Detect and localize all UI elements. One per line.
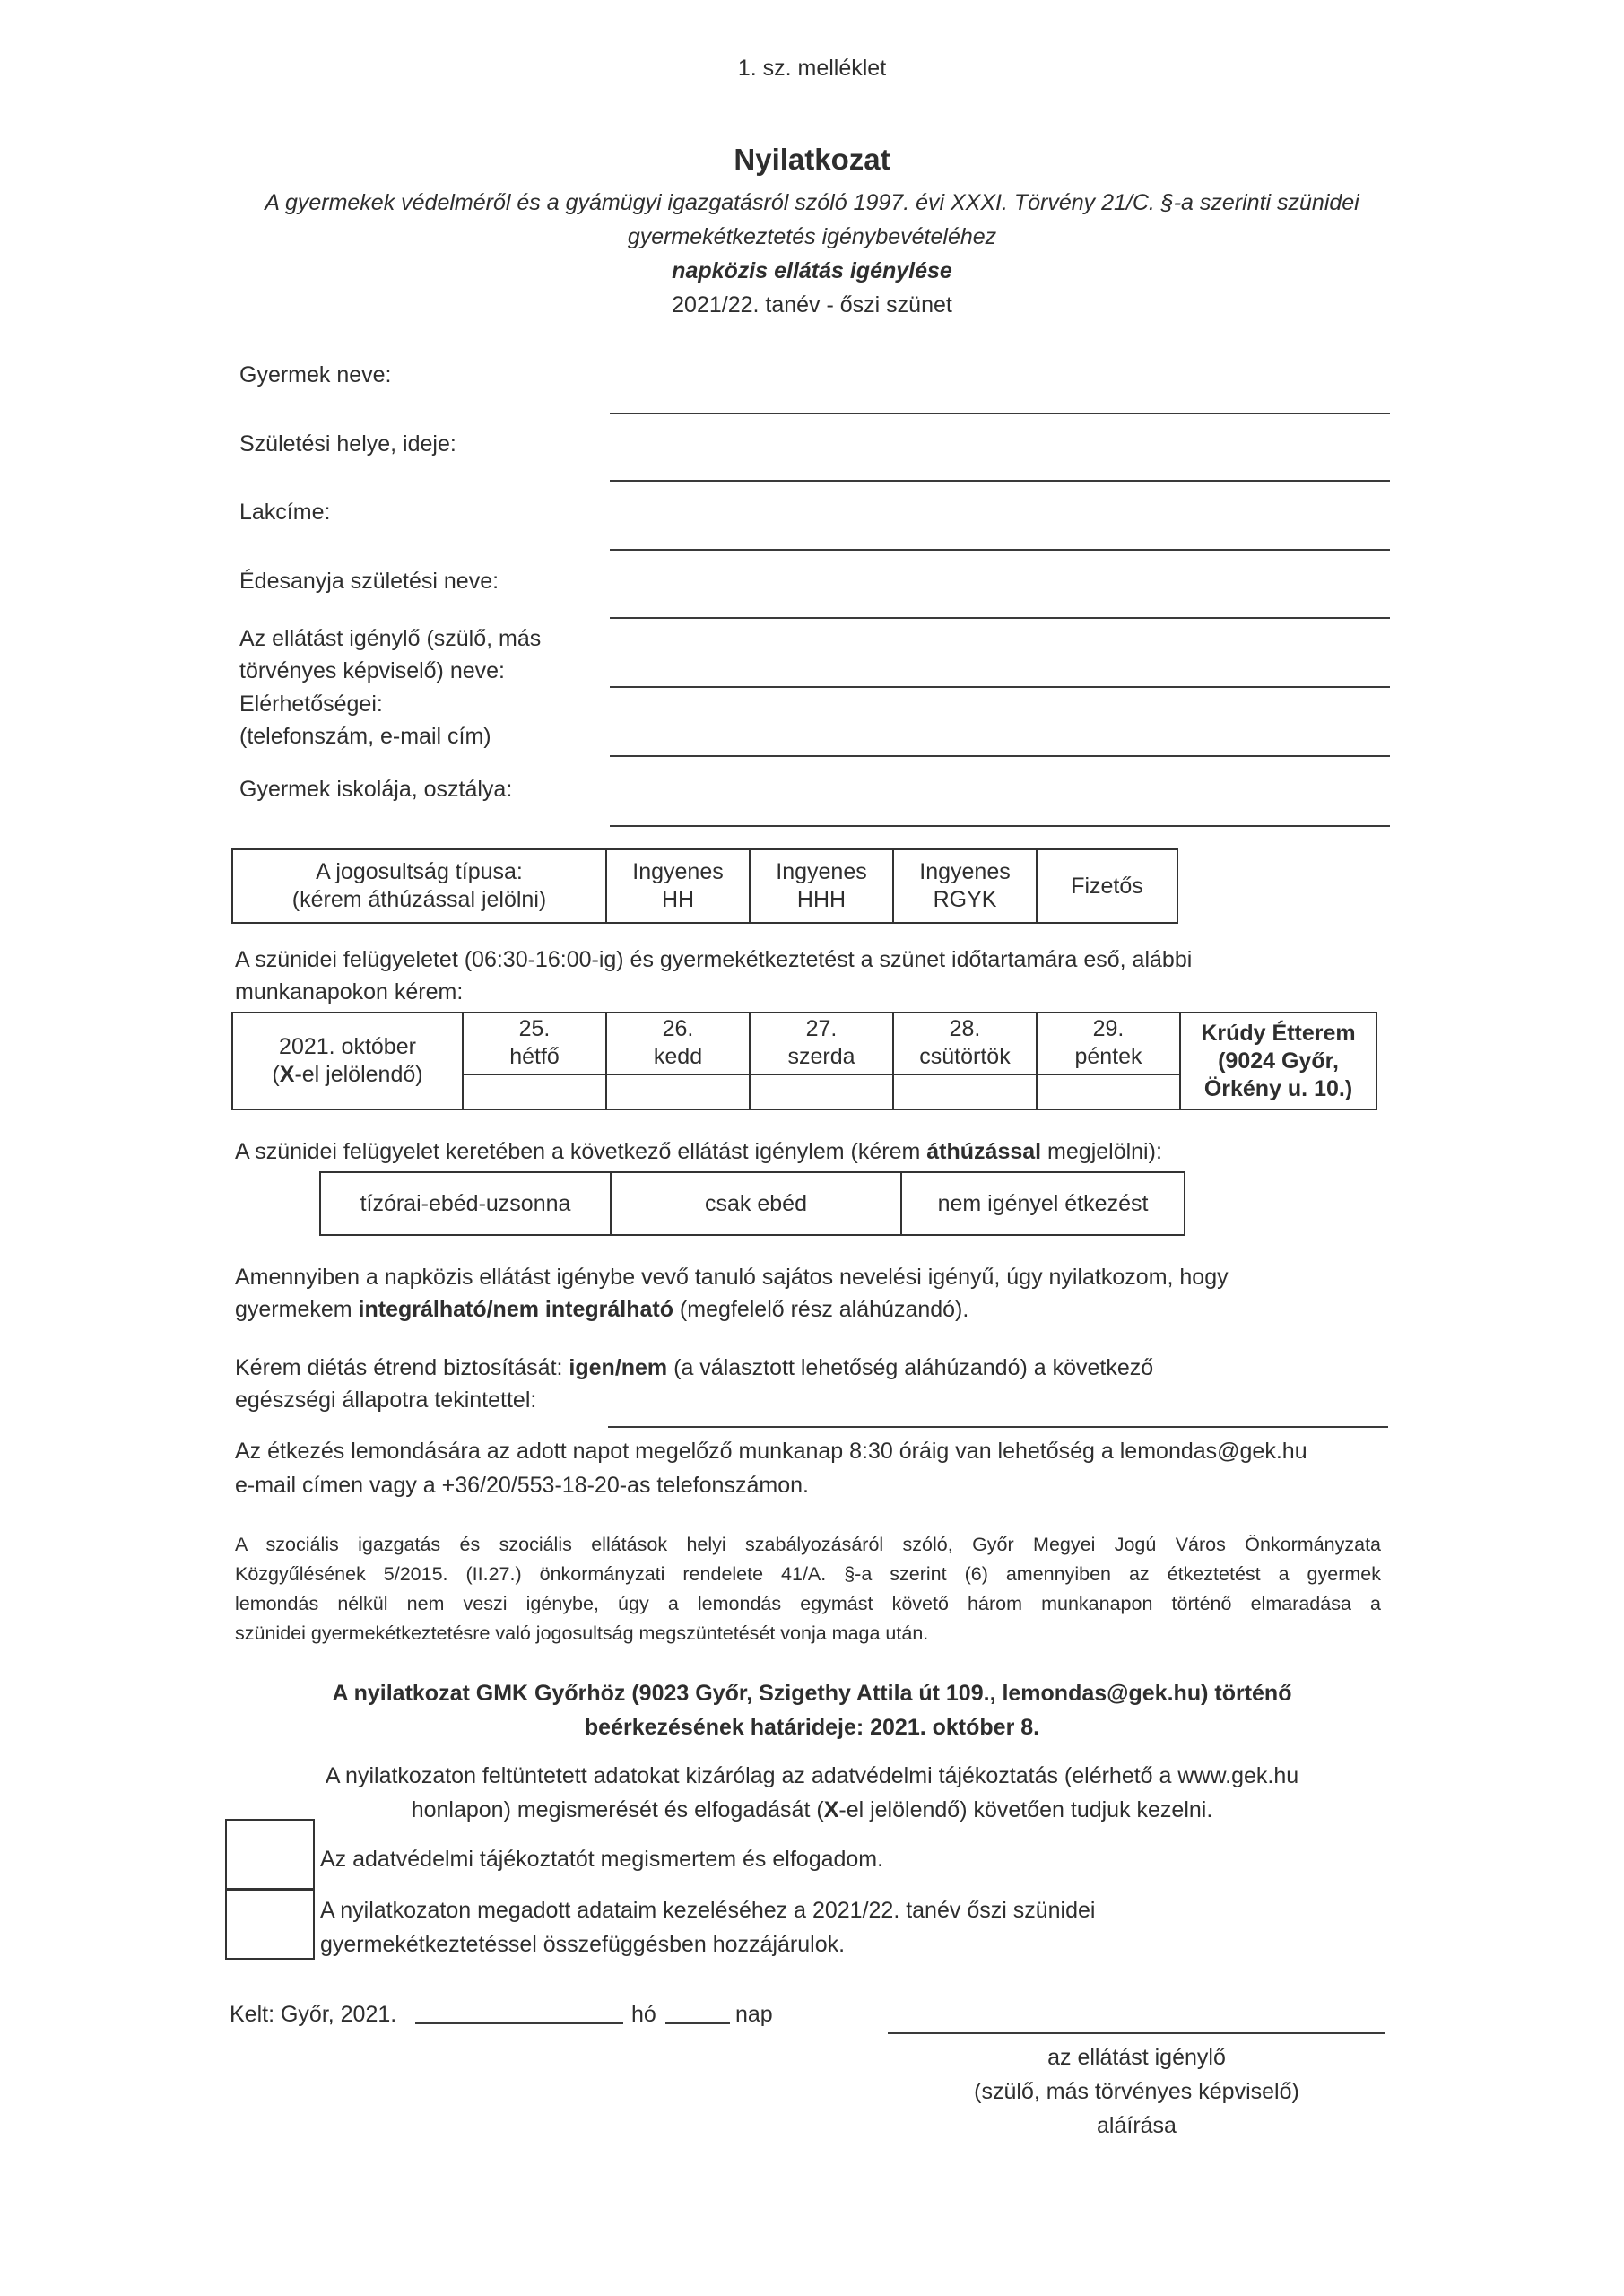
regulation-paragraph: A szociális igazgatás és szociális ellátások helyi szabályozásáról szóló, Győr Megyei Jogú Város Önkormányzata Közgyűlésének 5/2015. (II.27.) önkormányzati rendelete 41/A. §-a szerint (6) amennyiben az étkeztetést a gyermek lemondás nélkül nem veszi igénybe, úgy a lemondás egymást követő három munkanapon történő elmaradása a szünidei gyermekétkeztetésre való jogosultság megszüntetését vonja maga után. (235, 1534, 1381, 1644)
venue-cell: Krúdy Étterem (9024 Győr, Örkény u. 10.) (1180, 1013, 1376, 1109)
eligibility-table (231, 848, 1178, 924)
field-line-contact[interactable] (610, 755, 1390, 757)
field-label-birth: Születési helye, ideje: (239, 431, 456, 457)
field-line-birth[interactable] (610, 480, 1390, 482)
field-label-contact-1: Elérhetőségei: (239, 691, 383, 717)
days-intro-line-2: munkanapokon kérem: (235, 979, 464, 1004)
day-mark-25[interactable] (463, 1074, 606, 1109)
field-label-address: Lakcíme: (239, 500, 331, 525)
days-month-cell: 2021. október (X-el jelölendő) (232, 1013, 463, 1109)
meal-options-table (319, 1171, 1185, 1236)
days-intro-line-1: A szünidei felügyeletet (06:30-16:00-ig) és gyermekétkeztetést a szünet időtartamára eső, alábbi (235, 947, 1193, 972)
field-line-school[interactable] (610, 825, 1390, 827)
day-mark-27[interactable] (750, 1074, 893, 1109)
eligibility-option-paid[interactable]: Fizetős (1037, 849, 1177, 923)
subtitle-bold: napközis ellátás igénylése (672, 258, 952, 283)
eligibility-label: A jogosultság típusa: (kérem áthúzással jelölni) (232, 849, 606, 923)
integration-line-1: Amennyiben a napközis ellátást igénybe vevő tanuló sajátos nevelési igényű, úgy nyilatkozom, hogy (235, 1265, 1229, 1290)
diet-line-2: egészségi állapotra tekintettel: (235, 1387, 537, 1413)
date-day-blank[interactable] (665, 2022, 730, 2024)
meal-option-none[interactable]: nem igényel étkezést (901, 1172, 1185, 1235)
diet-line-1: Kérem diétás étrend biztosítását: igen/nem (a választott lehetőség aláhúzandó) a következő (235, 1355, 1154, 1380)
field-label-guardian-2: törvényes képviselő) neve: (239, 658, 505, 683)
subtitle-line-1: A gyermekek védelméről és a gyámügyi igazgatásról szóló 1997. évi XXXI. Törvény 21/C. §-a szerinti szünidei (265, 190, 1359, 215)
meal-option-lunch-only[interactable]: csak ebéd (611, 1172, 901, 1235)
date-prefix: Kelt: Győr, 2021. (230, 2002, 397, 2027)
meal-intro: A szünidei felügyelet keretében a következő ellátást igénylem (kérem áthúzással megjelölni): (235, 1139, 1162, 1164)
signature-caption-2: (szülő, más törvényes képviselő) (974, 2079, 1299, 2104)
cancellation-line-2: e-mail címen vagy a +36/20/553-18-20-as telefonszámon. (235, 1473, 809, 1498)
consent-label-data-processing-1: A nyilatkozaton megadott adataim kezeléséhez a 2021/22. tanév őszi szünidei (320, 1898, 1096, 1923)
field-line-mother-name[interactable] (610, 617, 1390, 619)
meal-option-full[interactable]: tízórai-ebéd-uzsonna (320, 1172, 611, 1235)
day-header-26: 26. kedd (606, 1013, 750, 1074)
day-mark-26[interactable] (606, 1074, 750, 1109)
day-mark-29[interactable] (1037, 1074, 1180, 1109)
eligibility-option-hh[interactable]: Ingyenes HH (606, 849, 750, 923)
day-header-29: 29. péntek (1037, 1013, 1180, 1074)
day-header-25: 25. hétfő (463, 1013, 606, 1074)
signature-caption-1: az ellátást igénylő (1047, 2045, 1226, 2070)
privacy-line-2: honlapon) megismerését és elfogadását (X-el jelölendő) követően tudjuk kezelni. (411, 1797, 1213, 1822)
field-label-school: Gyermek iskolája, osztálya: (239, 777, 513, 802)
annex-label: 1. sz. melléklet (737, 56, 887, 81)
field-line-guardian[interactable] (610, 686, 1390, 688)
cancellation-line-1: Az étkezés lemondására az adott napot megelőző munkanap 8:30 óráig van lehetőség a lemondas@gek.hu (235, 1439, 1307, 1464)
date-day-suffix: nap (735, 2002, 773, 2027)
day-header-27: 27. szerda (750, 1013, 893, 1074)
field-label-contact-2: (telefonszám, e-mail cím) (239, 724, 491, 749)
date-month-blank[interactable] (415, 2022, 623, 2024)
eligibility-option-rgyk[interactable]: Ingyenes RGYK (893, 849, 1037, 923)
deadline-line-1: A nyilatkozat GMK Győrhöz (9023 Győr, Szigethy Attila út 109., lemondas@gek.hu) történő (332, 1681, 1292, 1706)
subtitle-line-2: gyermekétkeztetés igénybevételéhez (627, 224, 997, 249)
field-label-guardian-1: Az ellátást igénylő (szülő, más (239, 626, 542, 651)
date-month-suffix: hó (631, 2002, 656, 2027)
field-line-child-name[interactable] (610, 413, 1390, 414)
consent-checkbox-data-processing[interactable] (225, 1888, 315, 1960)
days-table (231, 1012, 1377, 1110)
integration-line-2: gyermekem integrálható/nem integrálható (megfelelő rész aláhúzandó). (235, 1297, 969, 1322)
day-mark-28[interactable] (893, 1074, 1037, 1109)
deadline-line-2: beérkezésének határideje: 2021. október 8. (584, 1715, 1040, 1740)
day-header-28: 28. csütörtök (893, 1013, 1037, 1074)
field-label-mother-name: Édesanyja születési neve: (239, 569, 499, 594)
signature-caption-3: aláírása (1097, 2113, 1177, 2138)
consent-checkbox-privacy[interactable] (225, 1819, 315, 1891)
privacy-line-1: A nyilatkozaton feltüntetett adatokat kizárólag az adatvédelmi tájékoztatás (elérhető a www.gek.hu (325, 1763, 1299, 1788)
diet-condition-line[interactable] (608, 1426, 1388, 1428)
eligibility-option-hhh[interactable]: Ingyenes HHH (750, 849, 893, 923)
term-label: 2021/22. tanév - őszi szünet (672, 292, 952, 317)
consent-label-privacy: Az adatvédelmi tájékoztatót megismertem és elfogadom. (320, 1847, 884, 1872)
field-line-address[interactable] (610, 549, 1390, 551)
consent-label-data-processing-2: gyermekétkeztetéssel összefüggésben hozzájárulok. (320, 1932, 846, 1957)
field-label-child-name: Gyermek neve: (239, 362, 392, 387)
page-title: Nyilatkozat (734, 143, 890, 176)
signature-line[interactable] (888, 2032, 1385, 2034)
